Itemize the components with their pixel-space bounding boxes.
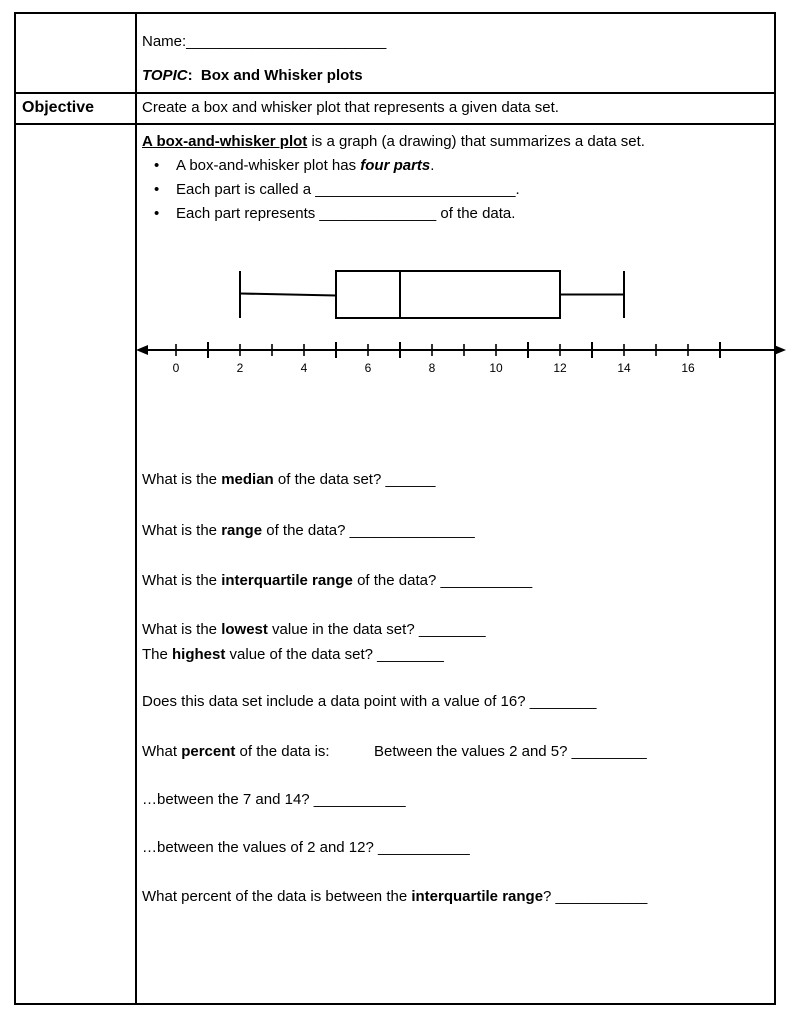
- question-percent-2-5: Between the values 2 and 5? _________: [374, 743, 647, 760]
- number-line-left-arrow: [136, 345, 148, 355]
- question-lowest: What is the lowest value in the data set? ________: [142, 621, 486, 638]
- bullet-item: • Each part is called a ________________________.: [142, 181, 520, 205]
- question-7-14: …between the 7 and 14? ___________: [142, 791, 406, 808]
- axis-tick-label: 0: [172, 361, 180, 375]
- topic-label: TOPIC: [142, 67, 188, 84]
- intro-term: A box-and-whisker plot: [142, 133, 308, 150]
- axis-tick-label: 4: [300, 361, 308, 375]
- axis-tick-label: 10: [489, 361, 503, 375]
- question-percent: What percent of the data is:: [142, 743, 330, 760]
- question-highest: The highest value of the data set? ________: [142, 646, 444, 663]
- objective-text: Create a box and whisker plot that represents a given data set.: [142, 99, 559, 116]
- topic-value: Box and Whisker plots: [200, 67, 363, 84]
- axis-tick-label: 12: [553, 361, 567, 375]
- objective-label: Objective: [22, 99, 95, 116]
- question-2-12: …between the values of 2 and 12? ___________: [142, 839, 470, 856]
- question-iqr: What is the interquartile range of the data? ___________: [142, 572, 533, 589]
- question-iqr-percent: What percent of the data is between the interquartile range? ___________: [142, 888, 648, 905]
- axis-tick-label: 8: [428, 361, 436, 375]
- axis-tick-label: 6: [364, 361, 372, 375]
- bullet-item: • A box-and-whisker plot has four parts.: [142, 157, 520, 181]
- iqr-box: [336, 271, 560, 318]
- question-median: What is the median of the data set? ______: [142, 471, 436, 488]
- question-range: What is the range of the data? _______________: [142, 522, 475, 539]
- bullet-item: • Each part represents ______________ of the data.: [142, 205, 520, 229]
- topic-colon: :: [187, 67, 193, 84]
- axis-tick-label: 2: [236, 361, 244, 375]
- axis-tick-label: 14: [617, 361, 631, 375]
- lower-whisker: [240, 294, 336, 296]
- name-field[interactable]: Name:________________________: [142, 33, 387, 50]
- axis-tick-label: 16: [681, 361, 695, 375]
- number-line-right-arrow: [774, 345, 786, 355]
- box-and-whisker-plot: [0, 0, 791, 420]
- question-sixteen: Does this data set include a data point with a value of 16? ________: [142, 693, 597, 710]
- intro-rest: is a graph (a drawing) that summarizes a data set.: [307, 133, 645, 150]
